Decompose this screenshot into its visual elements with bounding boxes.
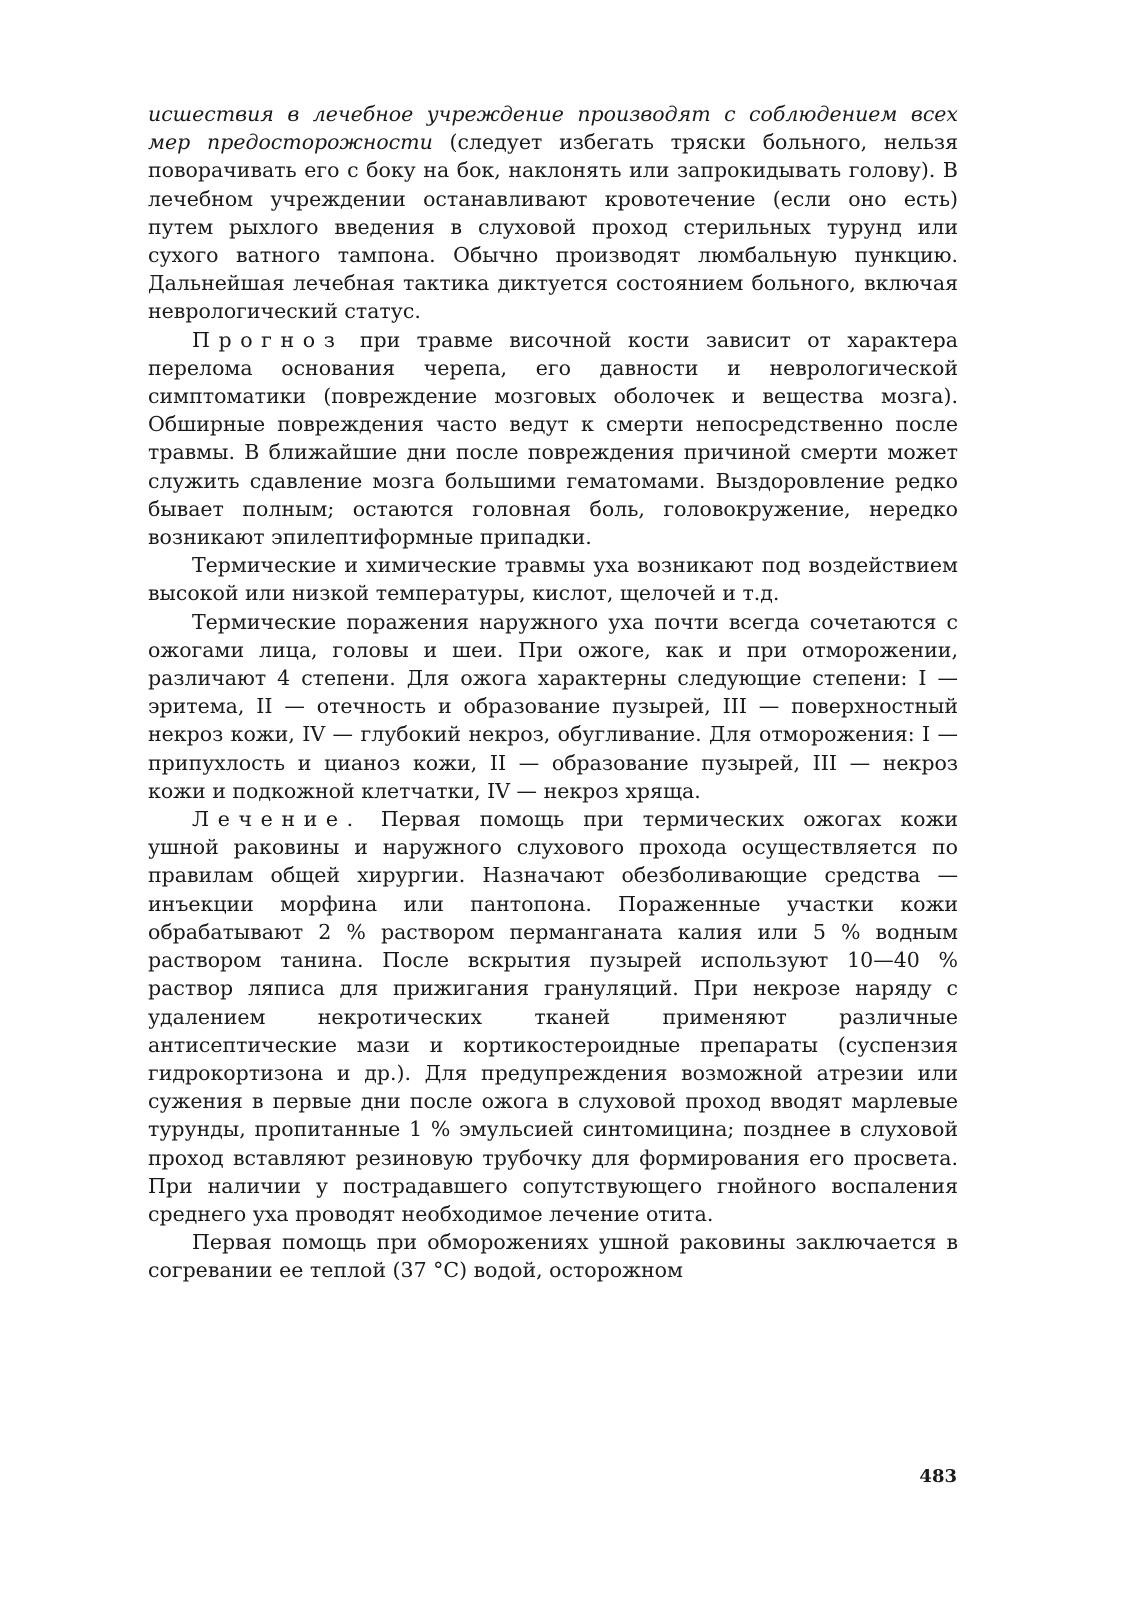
section-lead-treatment: Лечение. [192,807,362,832]
paragraph-frostbite: Первая помощь при обморожениях ушной раковины заключается в согревании ее теплой (37 °С) водой, осторожном [148,1230,958,1283]
section-lead-prognosis: Прогноз [192,327,344,352]
paragraph-text: (следует избегать тряски больного, нельзя поворачивать его с боку на бок, наклонять или запрокидывать голову). В лечебном учреждении останавливают кровотечение (если оно есть) путем рыхлого введения в слуховой проход стерильных турунд или сухого ватного тампона. Обычно производят люмбальную пункцию. Дальнейшая лечебная тактика диктуется состоянием больного, включая неврологический статус. [148,130,959,324]
paragraph-treatment [148,805,958,1228]
page-body [148,100,958,1285]
italic-lead: исшествия в лечебное учреждение производят с соблюдением всех мер предосторожности [148,102,958,155]
paragraph-thermal-chemical: Термические и химические травмы уха возникают под воздействием высокой или низкой температуры, кислот, щелочей и т.д. [148,553,958,606]
paragraph-1 [148,100,958,326]
page-number: 483 [919,1466,957,1487]
paragraph-text: Первая помощь при термических ожогах кожи ушной раковины и наружного слухового прохода осуществляется по правилам общей хирургии. Назначают обезболивающие средства — инъекции морфина или пантопона. Пораженные участки кожи обрабатывают 2 % раствором перманганата калия или 5 % водным раствором танина. После вскрытия пузырей используют 10—40 % раствор ляписа для прижигания грануляций. При некрозе наряду с удалением некротических тканей применяют различные антисептические мази и кортикостероидные препараты (суспензия гидрокортизона и др.). Для предупреждения возможной атрезии или сужения в первые дни после ожога в слуховой проход вводят марлевые турунды, пропитанные 1 % эмульсией синтомицина; позднее в слуховой проход вставляют резиновую трубочку для формирования его просвета. При наличии у пострадавшего сопутствующего гнойного воспаления среднего уха проводят необходимое лечение отита. [148,807,958,1226]
paragraph-thermal-lesions: Термические поражения наружного уха почти всегда сочетаются с ожогами лица, головы и шеи. При ожоге, как и при отморожении, различают 4 степени. Для ожога характерны следующие степени: I — эритема, II — отечность и образование пузырей, III — поверхностный некроз кожи, IV — глубокий некроз, обугливание. Для отморожения: I — припухлость и цианоз кожи, II — образование пузырей, III — некроз кожи и подкожной клетчатки, IV — некроз хряща. [148,609,958,803]
paragraph-prognosis [148,326,958,552]
paragraph-text: при травме височной кости зависит от характера перелома основания черепа, его давности и неврологической симптоматики (повреждение мозговых оболочек и вещества мозга). Обширные повреждения часто ведут к смерти непосредственно после травмы. В ближайшие дни после повреждения причиной смерти может служить сдавление мозга большими гематомами. Выздоровление редко бывает полным; остаются головная боль, головокружение, нередко возникают эпилептиформные припадки. [148,327,958,550]
